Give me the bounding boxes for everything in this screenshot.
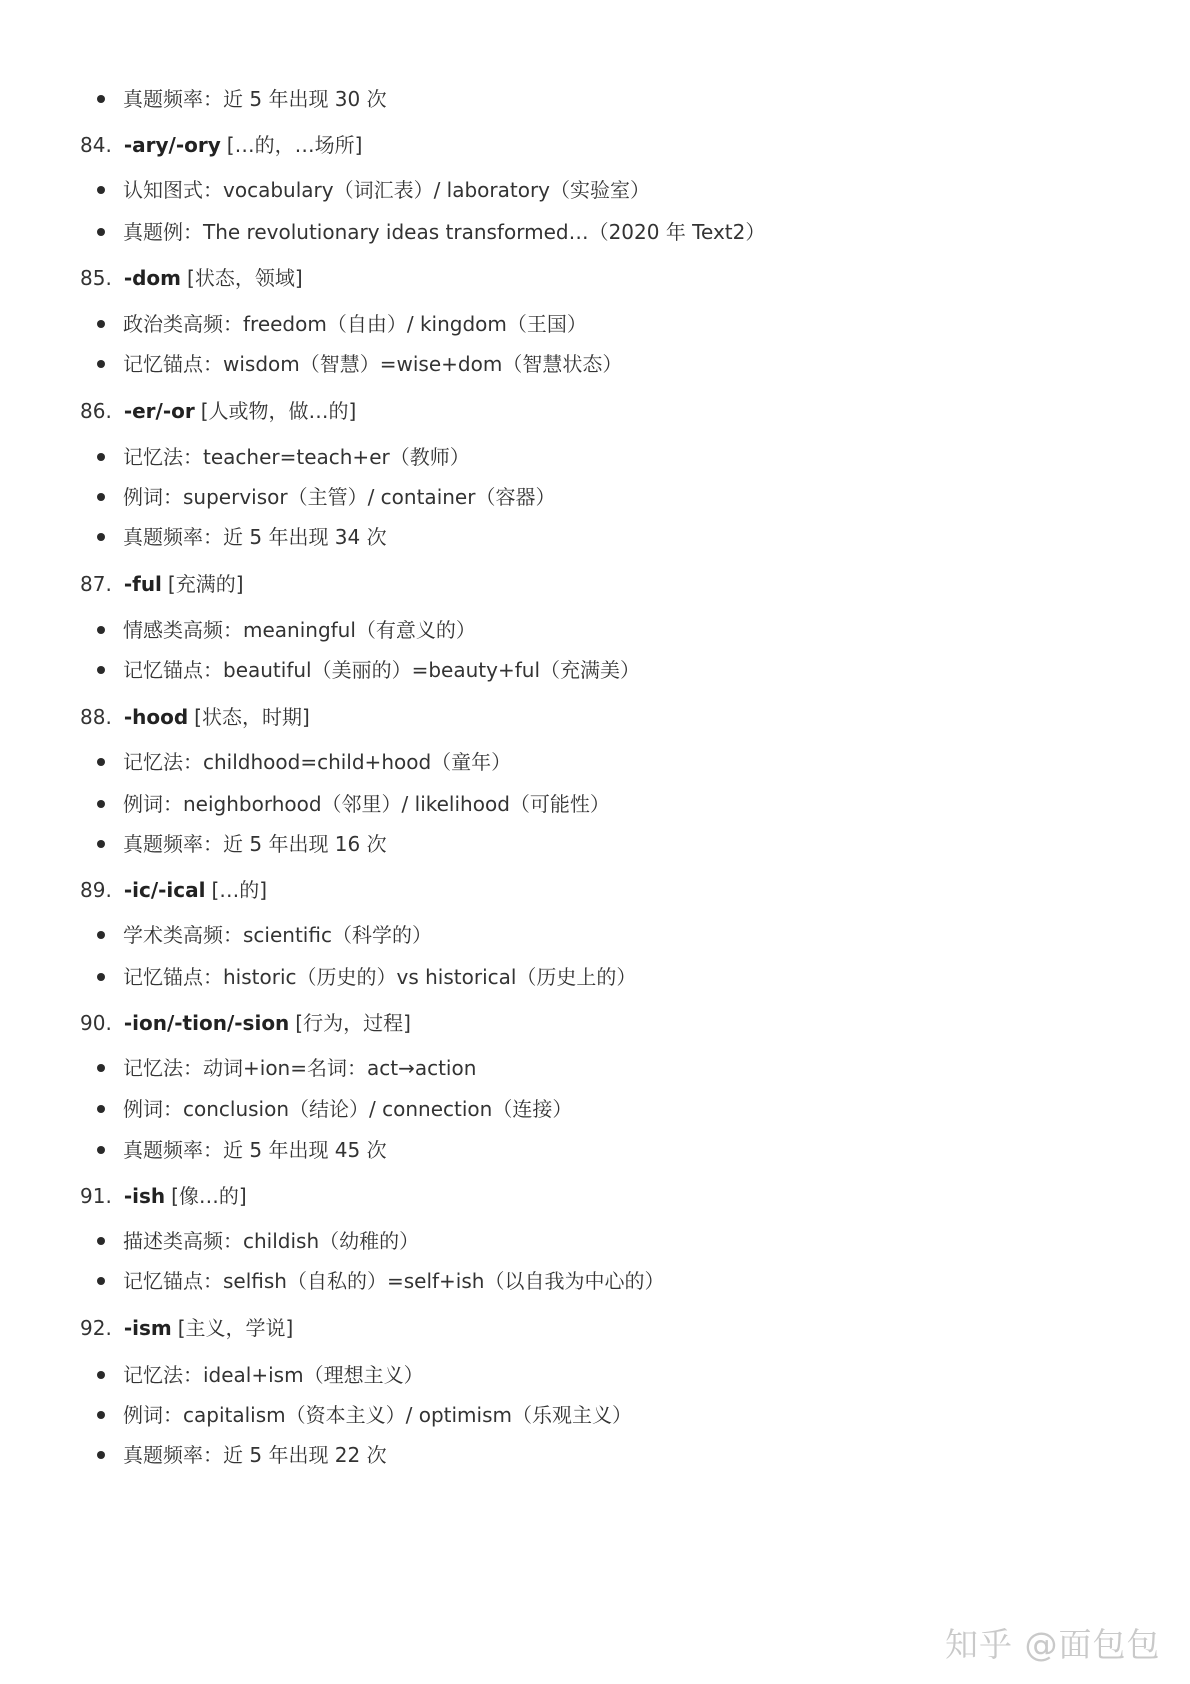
- bullet-dot: [97, 626, 105, 634]
- list-item-text: 真题频率：近 5 年出现 16 次: [123, 832, 387, 856]
- list-item: [123, 437, 470, 477]
- list-item-text: 记忆法：teacher=teach+er（教师）: [123, 445, 470, 469]
- bullet-dot: [97, 758, 105, 766]
- bullet-dot: [97, 1371, 105, 1379]
- entry-number: 90.: [80, 1011, 112, 1035]
- entry-heading: [80, 564, 244, 604]
- bullet-dot: [97, 1411, 105, 1419]
- list-item: [123, 344, 622, 384]
- list-item: [123, 957, 636, 997]
- entry-heading: [80, 697, 310, 737]
- bullet-dot: [97, 360, 105, 368]
- watermark: 知乎 @面包包: [945, 1625, 1161, 1664]
- bullet-dot: [97, 666, 105, 674]
- entry-heading: [80, 258, 303, 298]
- list-item: [123, 1089, 572, 1129]
- list-item: [123, 610, 476, 650]
- list-item-text: 真题频率：近 5 年出现 45 次: [123, 1138, 387, 1162]
- list-item-text: 记忆锚点：beautiful（美丽的）=beauty+ful（充满美）: [123, 658, 641, 682]
- entry-suffix: -ic/-ical: [123, 878, 206, 902]
- entry-number: 87.: [80, 572, 112, 596]
- list-item: [123, 650, 640, 690]
- list-item-text: 记忆法：动词+ion=名词：act→action: [123, 1056, 477, 1080]
- bullet-dot: [97, 1146, 105, 1154]
- entry-meaning: [充满的]: [167, 572, 244, 596]
- bullet-dot: [97, 1105, 105, 1113]
- list-item-text: 例词：conclusion（结论）/ connection（连接）: [123, 1097, 573, 1121]
- bullet-dot: [97, 95, 105, 103]
- list-item-text: 学术类高频：scientific（科学的）: [123, 923, 432, 947]
- bullet-dot: [97, 1451, 105, 1459]
- entry-meaning: [状态，领域]: [187, 266, 303, 290]
- entry-number: 88.: [80, 705, 112, 729]
- entry-suffix: -ish: [123, 1184, 166, 1208]
- entry-meaning: [行为，过程]: [295, 1011, 411, 1035]
- bullet-dot: [97, 493, 105, 501]
- list-item-text: 例词：supervisor（主管）/ container（容器）: [123, 485, 556, 509]
- bullet-dot: [97, 228, 105, 236]
- entry-suffix: -ion/-tion/-sion: [123, 1011, 290, 1035]
- bullet-dot: [97, 320, 105, 328]
- list-item: [123, 824, 387, 864]
- list-item: [123, 1130, 387, 1170]
- bullet-dot: [97, 1277, 105, 1285]
- list-item-text: 真题频率：近 5 年出现 34 次: [123, 525, 387, 549]
- list-item-text: 真题例：The revolutionary ideas transformed…（2020 年 Text2）: [123, 220, 766, 244]
- list-item: [123, 170, 650, 210]
- bullet-dot: [97, 533, 105, 541]
- entry-suffix: -hood: [123, 705, 189, 729]
- list-item: [123, 1395, 632, 1435]
- bullet-dot: [97, 1064, 105, 1072]
- entry-meaning: […的]: [211, 878, 268, 902]
- list-item: [123, 79, 387, 119]
- entry-heading: [80, 1176, 247, 1216]
- entry-meaning: [人或物，做…的]: [200, 399, 357, 423]
- list-item: [123, 784, 610, 824]
- list-item-text: 真题频率：近 5 年出现 30 次: [123, 87, 387, 111]
- entry-number: 85.: [80, 266, 112, 290]
- list-item-text: 记忆锚点：wisdom（智慧）=wise+dom（智慧状态）: [123, 352, 623, 376]
- list-item-text: 政治类高频：freedom（自由）/ kingdom（王国）: [123, 312, 587, 336]
- entry-number: 86.: [80, 399, 112, 423]
- list-item-text: 描述类高频：childish（幼稚的）: [123, 1229, 420, 1253]
- entry-number: 91.: [80, 1184, 112, 1208]
- entry-suffix: -ary/-ory: [123, 133, 221, 157]
- list-item-text: 例词：neighborhood（邻里）/ likelihood（可能性）: [123, 792, 610, 816]
- list-item-text: 真题频率：近 5 年出现 22 次: [123, 1443, 387, 1467]
- entry-heading: [80, 870, 267, 910]
- entry-meaning: […的，…场所]: [226, 133, 363, 157]
- entry-heading: [80, 125, 362, 165]
- entry-number: 89.: [80, 878, 112, 902]
- bullet-dot: [97, 800, 105, 808]
- entry-number: 92.: [80, 1316, 112, 1340]
- entry-heading: [80, 1003, 411, 1043]
- list-item-text: 记忆法：childhood=child+hood（童年）: [123, 750, 512, 774]
- entry-suffix: -ful: [123, 572, 162, 596]
- list-item: [123, 915, 432, 955]
- bullet-dot: [97, 840, 105, 848]
- bullet-dot: [97, 973, 105, 981]
- list-item-text: 记忆锚点：selfish（自私的）=self+ish（以自我为中心的）: [123, 1269, 665, 1293]
- list-item-text: 认知图式：vocabulary（词汇表）/ laboratory（实验室）: [123, 178, 651, 202]
- list-item: [123, 742, 511, 782]
- bullet-dot: [97, 1237, 105, 1245]
- list-item-text: 记忆法：ideal+ism（理想主义）: [123, 1363, 424, 1387]
- entry-meaning: [主义，学说]: [177, 1316, 294, 1340]
- entry-meaning: [像…的]: [171, 1184, 247, 1208]
- list-item: [123, 1261, 664, 1301]
- entry-heading: [80, 391, 356, 431]
- entry-suffix: -er/-or: [123, 399, 195, 423]
- list-item-text: 记忆锚点：historic（历史的）vs historical（历史上的）: [123, 965, 637, 989]
- entry-suffix: -ism: [123, 1316, 172, 1340]
- list-item: [123, 304, 587, 344]
- list-item: [123, 517, 387, 557]
- list-item: [123, 477, 555, 517]
- bullet-dot: [97, 931, 105, 939]
- entry-number: 84.: [80, 133, 112, 157]
- bullet-dot: [97, 186, 105, 194]
- list-item: [123, 212, 765, 252]
- list-item: [123, 1355, 424, 1395]
- list-item: [123, 1048, 476, 1088]
- entry-suffix: -dom: [123, 266, 182, 290]
- list-item-text: 例词：capitalism（资本主义）/ optimism（乐观主义）: [123, 1403, 632, 1427]
- list-item: [123, 1435, 387, 1475]
- list-item-text: 情感类高频：meaningful（有意义的）: [123, 618, 476, 642]
- entry-meaning: [状态，时期]: [194, 705, 310, 729]
- list-item: [123, 1221, 419, 1261]
- bullet-dot: [97, 453, 105, 461]
- entry-heading: [80, 1308, 293, 1348]
